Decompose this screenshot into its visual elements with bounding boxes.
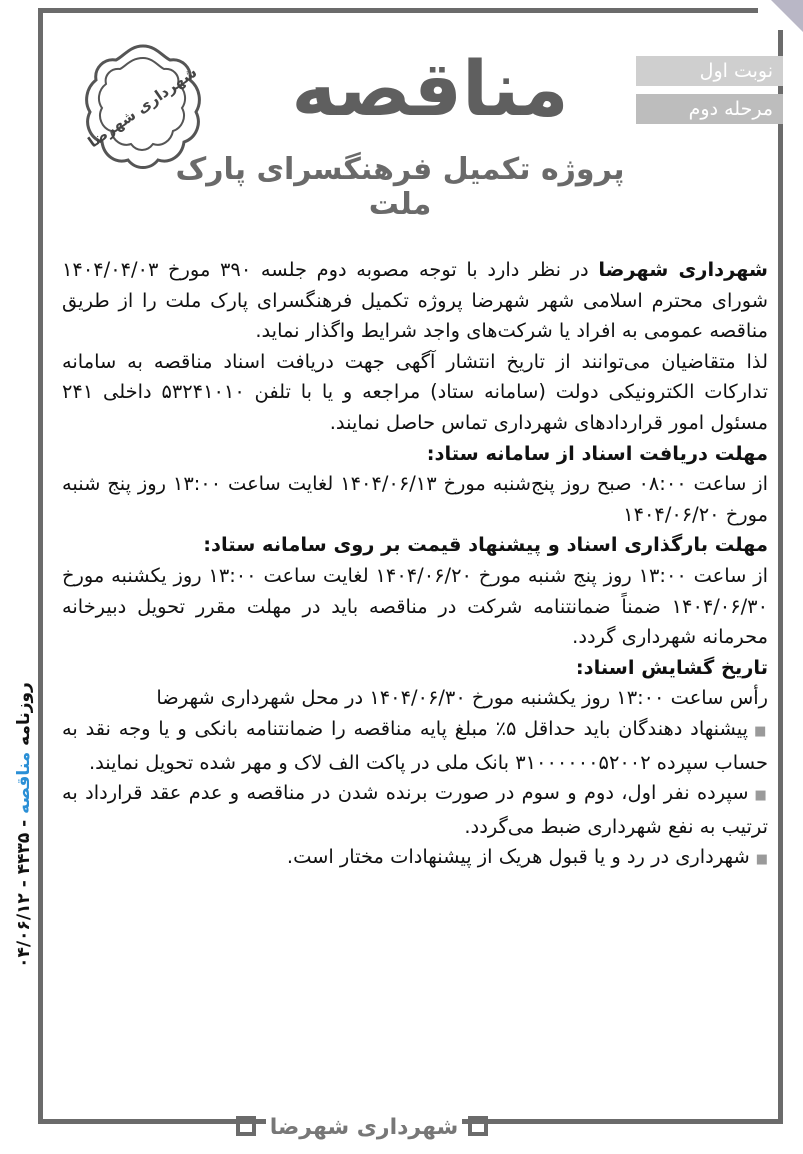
footer-square-left	[236, 1116, 256, 1136]
heading-receive-deadline: مهلت دریافت اسناد از سامانه ستاد:	[426, 441, 768, 465]
heading-opening-date: تاریخ گشایش اسناد:	[575, 655, 768, 679]
footer-text: شهرداری شهرضا	[266, 1108, 462, 1150]
paragraph-upload-deadline: از ساعت ۱۳:۰۰ روز پنج شنبه مورخ ۱۴۰۴/۰۶/۲۰ لغایت ساعت ۱۳:۰۰ روز یکشنبه مورخ ۱۴۰۴/۰۶/۳۰ ضمناً ضمانتنامه شرکت در مناقصه باید در مهلت مقرر تحویل دبیرخانه محرمانه شهرداری گردد.	[62, 563, 768, 649]
org-name: شهرداری شهرضا	[598, 258, 768, 281]
bullet-guarantee: ■ پیشنهاد دهندگان باید حداقل ۵٪ مبلغ پایه مناقصه را ضمانتنامه بانکی و یا وجه نقد به حساب سپرده ۳۱۰۰۰۰۰۰۵۲۰۰۲ بانک ملی در پاکت الف لاک و مهر شده تحویل نمایند.	[62, 714, 768, 778]
paragraph-contact: لذا متقاضیان می‌توانند از تاریخ انتشار آگهی جهت دریافت اسناد مناقصه به سامانه تدارکات الکترونیکی دولت (سامانه ستاد) مراجعه و یا با تلفن ۵۳۲۴۱۰۱۰ داخلی ۲۴۱ مسئول امور قراردادهای شهرداری تماس حاصل نمایند.	[62, 349, 768, 434]
badges	[636, 56, 783, 132]
logo-text: شهرداری شهرضا	[84, 62, 201, 152]
side-prefix: روزنامه	[14, 682, 34, 752]
paragraph-intro	[62, 255, 768, 347]
badge-round: نوبت اول	[636, 56, 783, 86]
side-brand: مناقصه	[14, 751, 34, 814]
footer-square-right	[468, 1116, 488, 1136]
paragraph-receive-deadline: از ساعت ۰۸:۰۰ صبح روز پنج‌شنبه مورخ ۱۴۰۴/۰۶/۱۳ لغایت ساعت ۱۳:۰۰ روز پنج شنبه مورخ ۱۴۰۴/۰۶/۲۰	[62, 472, 768, 526]
frame-right-border	[778, 30, 783, 1124]
footer	[232, 1108, 492, 1150]
notice-body	[62, 255, 768, 876]
side-caption	[4, 660, 34, 990]
page-title: مناقصه	[291, 44, 569, 133]
intro-text: در نظر دارد با توجه مصوبه دوم جلسه ۳۹۰ مورخ ۱۴۰۴/۰۴/۰۳ شورای محترم اسلامی شهر شهرضا پروژه تکمیل فرهنگسرای پارک ملت را از طریق مناقصه عمومی به افراد یا شرکت‌های واجد شرایط واگذار نماید.	[62, 258, 768, 343]
paragraph-opening-date: رأس ساعت ۱۳:۰۰ روز یکشنبه مورخ ۱۴۰۴/۰۶/۳۰ در محل شهرداری شهرضا	[156, 686, 768, 710]
badge-stage: مرحله دوم	[636, 94, 783, 124]
side-suffix: - ۴۴۳۵ - ۰۴/۰۶/۱۲	[14, 813, 34, 968]
bullet-deposit: ■ سپرده نفر اول، دوم و سوم در صورت برنده شدن در مناقصه و عدم عقد قرارداد به ترتیب به نفع شهرداری ضبط می‌گردد.	[62, 778, 768, 842]
page-subtitle: پروژه تکمیل فرهنگسرای پارک ملت	[175, 152, 625, 222]
heading-upload-deadline: مهلت بارگذاری اسناد و پیشنهاد قیمت بر روی سامانه ستاد:	[203, 533, 768, 557]
bullet-rights: ■ شهرداری در رد و یا قبول هریک از پیشنهادات مختار است.	[62, 842, 768, 876]
